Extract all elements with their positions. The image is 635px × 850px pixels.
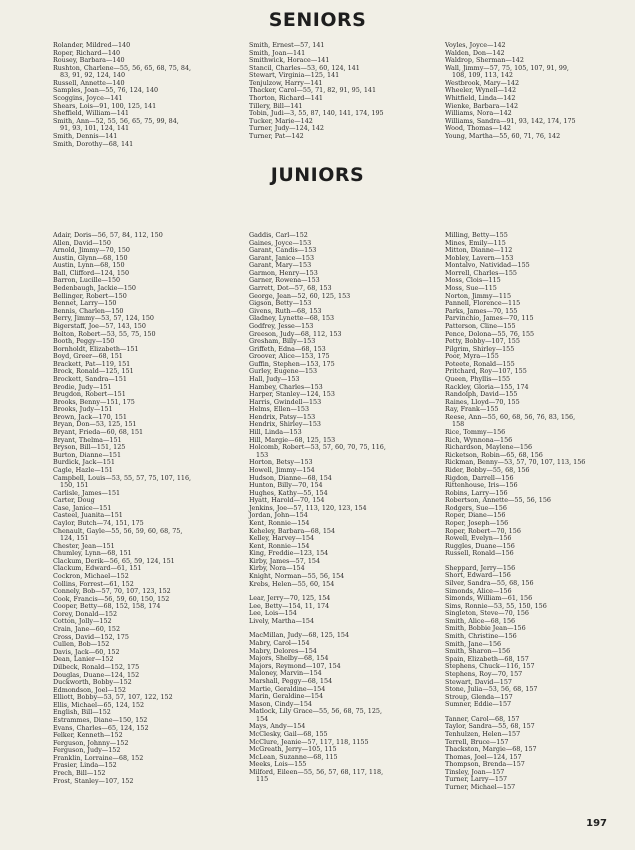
index-entry: Rushton, Charlene—55, 56, 65, 68, 75, 84,	[53, 63, 192, 72]
index-entry: Thompson, Brenda—157	[445, 760, 525, 769]
index-entry: Thorton, Richard—141	[249, 94, 323, 103]
index-entry: Hunton, Billy—70, 154	[249, 481, 323, 490]
index-entry: Walden, Don—142	[445, 48, 505, 57]
index-entry: Rice, Tommy—156	[445, 428, 506, 437]
index-entry: Bornholdt, Elizabeth—151	[53, 344, 139, 353]
index-entry: Roper, Joseph—156	[445, 518, 509, 527]
index-entry: Voyles, Joyce—142	[445, 41, 506, 49]
index-entry: Berry, Jimmy—53, 57, 124, 150	[53, 314, 154, 323]
index-entry: Ferguson, Johnny—152	[53, 738, 129, 747]
index-entry: Rich, Wynnona—156	[445, 435, 513, 444]
index-entry: Casteel, Juanita—151	[53, 511, 123, 520]
index-entry: Russell, Annette—140	[53, 78, 125, 87]
index-entry: Garrett, Dot—57, 68, 153	[249, 284, 332, 293]
index-entry: Ball, Clifford—124, 150	[53, 268, 130, 277]
index-entry: Hendrix, Shirley—153	[249, 420, 321, 429]
index-entry: McClure, Jeanie—57, 117, 118, 1155	[249, 737, 369, 746]
index-entry: Rowell, Evelyn—156	[445, 534, 512, 543]
index-entry: Taylor, Sandra—55, 68, 157	[445, 722, 535, 731]
juniors-column-2	[249, 232, 386, 784]
index-entry: Majors, Shelby—68, 154	[249, 654, 329, 663]
index-entry: Turner, Larry—157	[445, 775, 508, 784]
index-entry: Matlock, Lily Grace—55, 56, 68, 75, 125,	[249, 707, 383, 716]
index-entry: Harper, Stanley—124, 153	[249, 390, 335, 399]
index-entry: Kirby, Nora—154	[249, 564, 305, 573]
index-entry: Case, Janice—151	[53, 503, 112, 512]
index-entry: Brooks, Judy—151	[53, 405, 113, 414]
index-entry: Maloney, Marvin—154	[249, 669, 322, 678]
index-entry: Wall, Jimmy—57, 75, 105, 107, 91, 99,	[445, 63, 569, 72]
index-entry: Smithwick, Horace—141	[249, 56, 330, 65]
index-entry: Carlisle, James—151	[53, 488, 121, 497]
index-entry: Smith, Ann—52, 55, 56, 65, 75, 99, 84,	[53, 116, 179, 125]
index-entry: Short, Edward—156	[445, 571, 511, 580]
index-entry: Rittenhouse, Iris—156	[445, 481, 518, 490]
index-entry: Gaines, Joyce—153	[249, 238, 312, 247]
index-entry: Lee, Lois—154	[249, 609, 297, 618]
index-entry: Frech, Bill—152	[53, 769, 106, 778]
index-entry: Ruggles, Duane—156	[445, 541, 515, 550]
index-entry: 154	[256, 714, 269, 723]
index-entry: Turner, Judy—124, 142	[249, 124, 324, 133]
index-entry: 158	[452, 420, 465, 429]
index-entry: 83, 91, 92, 124, 140	[60, 71, 126, 80]
index-entry: Queen, Phyllis—155	[445, 374, 511, 383]
index-entry: Garant, Candis—153	[249, 246, 317, 255]
index-entry: Arnold, Jimmy—70, 150	[53, 246, 130, 255]
index-entry: Burdick, Jack—151	[53, 458, 115, 467]
index-entry: Poteete, Ronald—155	[445, 359, 515, 368]
index-entry: Hyatt, Harold—70, 154	[249, 496, 325, 505]
index-entry: Bennis, Charlen—150	[53, 306, 124, 315]
index-entry: 108, 109, 113, 142	[452, 71, 513, 80]
index-entry: Hill, Margie—68, 125, 153	[249, 435, 336, 444]
index-entry: Brackett, Pat—119, 151	[53, 359, 131, 368]
index-entry: Adair, Doris—56, 57, 84, 112, 150	[53, 231, 163, 239]
index-entry: Greeson, Judy—68, 112, 153	[249, 329, 342, 338]
index-entry: Austin, Lynn—68, 150	[53, 261, 125, 270]
index-entry: Russell, Ronald—156	[445, 549, 514, 558]
index-entry: Brockett, Sandra—151	[53, 374, 127, 383]
index-entry: Carter, Doug	[53, 496, 95, 505]
juniors-column-3	[445, 232, 585, 792]
index-entry: Garner, Rowena—153	[249, 276, 320, 285]
index-entry: Harris, Gwindell—153	[249, 397, 322, 406]
index-entry: Turner, Michael—157	[445, 783, 516, 792]
index-entry: Randolph, David—155	[445, 390, 518, 399]
index-entry: Bennet, Larry—150	[53, 299, 117, 308]
index-entry: Cullen, Bob—152	[53, 640, 110, 649]
index-entry: Helms, Ellen—153	[249, 405, 310, 414]
index-entry: Lear, Jerry—70, 125, 154	[249, 594, 331, 603]
index-entry: George, Jean—52, 60, 125, 153	[249, 291, 351, 300]
index-entry: Majors, Reymond—107, 154	[249, 661, 341, 670]
index-entry: Campbell, Louis—53, 55, 57, 75, 107, 116,	[53, 473, 192, 482]
index-entry: Rousey, Barbara—140	[53, 56, 125, 65]
index-entry: Edmondson, Joel—152	[53, 685, 126, 694]
index-entry: Hill, Linda—153	[249, 428, 302, 437]
index-entry: Turner, Pat—142	[249, 131, 304, 140]
index-entry: Bedenbaugh, Jackie—150	[53, 284, 136, 293]
index-entry: Howell, Jimmy—154	[249, 465, 315, 474]
index-entry: Whitfield, Linda—142	[445, 94, 516, 103]
index-entry: Thacker, Carol—55, 71, 82, 91, 95, 141	[249, 86, 377, 95]
index-entry: Young, Martha—55, 60, 71, 76, 142	[445, 131, 561, 140]
index-entry: Cotton, Jolly—152	[53, 617, 112, 626]
index-entry: Sumner, Eddie—157	[445, 700, 512, 709]
index-entry: Evans, Charles—65, 124, 152	[53, 723, 149, 732]
index-entry: Stewart, David—157	[445, 677, 512, 686]
index-entry: Clackum, Edward—61, 151	[53, 564, 142, 573]
index-entry: Jordan, John—154	[249, 511, 308, 520]
index-entry: Kent, Ronnie—154	[249, 541, 310, 550]
index-entry: Mason, Cindy—154	[249, 699, 312, 708]
index-entry: Tillery, Bill—141	[249, 101, 303, 110]
index-entry: Garant, Janice—153	[249, 253, 315, 262]
index-entry: Cagle, Hazle—151	[53, 465, 113, 474]
index-entry: Clackum, Derik—56, 65, 59, 124, 151	[53, 556, 175, 565]
index-entry: Mabry, Carol—154	[249, 639, 310, 648]
index-entry: Moss, Sue—115	[445, 284, 497, 293]
index-entry: Frasier, Linda—152	[53, 761, 117, 770]
index-entry: MacMillan, Judy—68, 125, 154	[249, 631, 350, 640]
index-entry: Holcomb, Robert—53, 57, 60, 70, 75, 116,	[249, 443, 386, 452]
index-entry: Silver, Sandra—55, 68, 156	[445, 579, 534, 588]
index-entry: Smith, Dorothy—68, 141	[53, 139, 134, 148]
index-entry: 115	[256, 775, 269, 784]
index-entry: Milling, Betty—155	[445, 231, 508, 239]
index-entry: Hambey, Charles—153	[249, 382, 323, 391]
index-entry: Thackston, Margie—68, 157	[445, 745, 537, 754]
index-entry: Brodie, Judy—151	[53, 382, 112, 391]
index-entry: Dilbeck, Ronald—152, 175	[53, 662, 140, 671]
index-entry: Austin, Glynn—68, 150	[53, 253, 128, 262]
index-entry: Wienke, Barbara—142	[445, 101, 519, 110]
juniors-column-1	[53, 232, 191, 785]
index-entry: Brown, Jack—170, 151	[53, 412, 127, 421]
index-entry: Bigerstaff, Joe—57, 143, 150	[53, 321, 146, 330]
index-entry: Stephens, Roy—70, 157	[445, 669, 523, 678]
index-entry: Estrammes, Diane—150, 152	[53, 716, 148, 724]
index-entry: Rider, Bobby—55, 68, 156	[445, 465, 530, 474]
index-entry: Guffin, Stephen—153, 175	[249, 359, 335, 368]
index-entry: Meeks, Lois—155	[249, 760, 307, 769]
index-entry: Robins, Larry—156	[445, 488, 508, 497]
index-entry: Moss, Clois—115	[445, 276, 501, 285]
index-entry: Tinsley, Joan—157	[445, 767, 505, 776]
index-entry: Williams, Sandra—91, 93, 142, 174, 175	[445, 116, 576, 125]
index-entry: Cockron, Michael—152	[53, 572, 129, 581]
index-entry: Elliott, Bobby—53, 57, 107, 122, 152	[53, 693, 173, 702]
index-entry: Smith, Alice—68, 156	[445, 616, 516, 625]
index-entry: Barron, Lucille—150	[53, 276, 121, 285]
index-entry: Rigdon, Darrell—156	[445, 473, 514, 482]
index-entry: Corey, Donald—152	[53, 609, 118, 618]
index-entry: Samples, Joan—55, 76, 124, 140	[53, 86, 159, 95]
index-entry: Felker, Kenneth—152	[53, 731, 123, 740]
index-entry: Stroup, Glenda—157	[445, 692, 513, 701]
index-entry: Bolton, Robert—53, 55, 75, 150	[53, 329, 156, 338]
index-entry: Caylor, Butch—74, 151, 175	[53, 518, 144, 527]
index-entry: Williams, Nora—142	[445, 109, 512, 118]
index-entry: Gurley, Eugene—153	[249, 367, 318, 376]
index-entry: Robertson, Annette—55, 56, 156	[445, 496, 551, 505]
index-entry: Reese, Ann—55, 60, 68, 56, 76, 83, 156,	[445, 412, 576, 421]
index-entry: Gigson, Betty—153	[249, 299, 312, 308]
index-entry: Collins, Forrest—61, 152	[53, 579, 134, 588]
index-entry: Rackley, Gloria—155, 174	[445, 382, 529, 391]
index-entry: Montalvo, Natividad—155	[445, 261, 530, 270]
index-entry: Smith, Sharon—156	[445, 647, 511, 656]
index-entry: Bellinger, Robert—150	[53, 291, 127, 300]
index-entry: Givens, Ruth—68, 153	[249, 306, 322, 315]
index-entry: Spain, Elizabeth—68, 157	[445, 654, 529, 663]
heading-seniors: SENIORS	[268, 9, 367, 31]
index-entry: Morrell, Charles—155	[445, 268, 517, 277]
index-entry: Krebs, Helen—55, 60, 154	[249, 579, 335, 588]
index-entry: Garant, Mary—153	[249, 261, 312, 270]
index-entry: Tanner, Carol—68, 157	[445, 714, 520, 723]
index-entry: Pilgrim, Shirley—155	[445, 344, 515, 353]
index-entry: King, Freddie—123, 154	[249, 549, 329, 558]
index-entry: Bryson, Bill—151, 125	[53, 443, 126, 452]
index-entry: Tucker, Marie—142	[249, 116, 313, 125]
index-entry: Marshall, Peggy—68, 154	[249, 676, 333, 685]
index-entry: Davis, Jack—60, 152	[53, 647, 120, 656]
index-entry: Godfrey, Jesse—153	[249, 321, 314, 330]
index-entry: Marin, Geraldine—154	[249, 692, 324, 701]
index-entry: Kent, Ronnie—154	[249, 518, 310, 527]
index-entry: Douglas, Duane—124, 152	[53, 670, 140, 679]
index-entry: Richardson, Maylene—156	[445, 443, 533, 452]
index-entry: Scoggins, Joyce—141	[53, 94, 123, 103]
index-entry: Martie, Geraldine—154	[249, 684, 326, 693]
index-entry: Raines, Lloyd—70, 155	[445, 397, 520, 406]
index-entry: Parks, James—70, 155	[445, 306, 518, 315]
index-entry: Roper, Robert—70, 156	[445, 526, 521, 535]
index-entry: Chenault, Gayle—55, 56, 59, 60, 68, 75,	[53, 526, 183, 535]
index-entry: 124, 151	[60, 534, 89, 543]
index-entry: Terrell, Bruce—157	[445, 737, 509, 746]
index-entry: Pence, Dolona—55, 76, 155	[445, 329, 535, 338]
index-entry: Simonds, William—61, 156	[445, 594, 533, 603]
index-entry: Shears, Lois—91, 100, 125, 141	[53, 101, 157, 110]
index-entry: Westbrook, Mary—142	[445, 78, 520, 87]
index-entry: Stancil, Charles—53, 60, 124, 141	[249, 63, 360, 72]
index-entry: Hughes, Kathy—55, 154	[249, 488, 328, 497]
index-entry: Mitton, Dianne—112	[445, 246, 513, 255]
index-entry: Gladney, Lynette—68, 153	[249, 314, 335, 323]
index-entry: Poor, Myra—155	[445, 352, 499, 361]
index-entry: Bryant, Frieda—60, 68, 151	[53, 428, 144, 437]
index-entry: Horton, Betsy—153	[249, 458, 313, 467]
index-entry: Ferguson, Judy—152	[53, 746, 121, 755]
index-entry: Ricketson, Robin—65, 68, 156	[445, 450, 543, 459]
index-entry: Groover, Alice—153, 175	[249, 352, 330, 361]
index-entry: 91, 93, 101, 124, 141	[60, 124, 130, 133]
index-entry: Simonds, Alice—156	[445, 586, 512, 595]
index-entry: Frost, Stanley—107, 152	[53, 776, 134, 785]
index-entry: Cooper, Betty—68, 152, 158, 174	[53, 602, 161, 611]
index-entry: Patterson, Cline—155	[445, 321, 516, 330]
index-entry: Sims, Ronnie—53, 55, 150, 156	[445, 601, 547, 610]
index-entry: Smith, Bobbie Jean—156	[445, 624, 526, 633]
index-entry: Bryant, Thelma—151	[53, 435, 122, 444]
index-entry: Tenjulzow, Harry—141	[249, 78, 323, 87]
index-entry: Franklin, Lorraine—68, 152	[53, 753, 144, 762]
index-entry: 153	[256, 450, 269, 459]
index-entry: Smith, Jane—156	[445, 639, 502, 648]
heading-juniors: JUNIORS	[270, 164, 365, 186]
index-entry: Bryan, Don—53, 125, 151	[53, 420, 137, 429]
index-entry: Burton, Dianne—151	[53, 450, 122, 459]
index-entry: Sheffield, William—141	[53, 109, 129, 118]
index-entry: Rickman, Benny—53, 57, 70, 107, 113, 156	[445, 458, 586, 467]
index-entry: Chumley, Lynn—68, 151	[53, 549, 132, 558]
index-entry: Smith, Christine—156	[445, 632, 517, 641]
index-entry: Chester, Jean—151	[53, 541, 115, 550]
index-entry: Waldrop, Sherman—142	[445, 56, 524, 65]
page-number: 197	[586, 818, 607, 829]
index-entry: McGreath, Jerry—105, 115	[249, 745, 337, 754]
index-entry: Hendrix, Patsy—153	[249, 412, 316, 421]
index-entry: Parvinchio, James—70, 115	[445, 314, 534, 323]
index-entry: Roper, Richard—140	[53, 48, 121, 57]
index-entry: Mabry, Delores—154	[249, 646, 317, 655]
index-entry: McClesky, Gail—68, 155	[249, 730, 328, 738]
index-entry: Gresham, Billy—153	[249, 337, 316, 346]
index-entry: Smith, Joan—141	[249, 48, 306, 57]
index-entry: Tenhulzen, Helen—157	[445, 730, 521, 738]
index-entry: Stephens, Chuck—116, 157	[445, 662, 535, 671]
index-entry: Mines, Emily—115	[445, 238, 506, 247]
index-entry: Thomas, Joel—124, 157	[445, 752, 522, 761]
index-entry: English, Bill—152	[53, 708, 111, 717]
index-entry: Pannell, Florence—115	[445, 299, 521, 308]
index-entry: Kelley, Harvey—154	[249, 534, 315, 543]
index-entry: Stone, Julia—53, 56, 68, 157	[445, 685, 538, 694]
index-entry: Smith, Dennis—141	[53, 131, 118, 140]
index-entry: 150, 151	[60, 481, 89, 490]
index-entry: Roper, Diane—156	[445, 511, 506, 520]
index-entry: Rodgers, Sue—156	[445, 503, 507, 512]
index-entry: Connely, Bob—57, 70, 107, 123, 152	[53, 587, 171, 596]
index-entry: McLean, Suzanne—68, 115	[249, 752, 338, 761]
seniors-column-1	[53, 42, 191, 148]
index-entry: Brooks, Benny—151, 175	[53, 397, 135, 406]
index-entry: Lee, Betty—154, 11, 174	[249, 601, 330, 610]
index-entry: Mobley, Lavern—153	[445, 253, 514, 262]
index-entry: Keheley, Barbara—68, 154	[249, 526, 336, 535]
index-entry: Gaddis, Carl—152	[249, 231, 308, 239]
seniors-column-3	[445, 42, 576, 141]
index-entry: Wheeler, Wynell—142	[445, 86, 517, 95]
index-entry: Milford, Eileen—55, 56, 57, 68, 117, 118,	[249, 767, 384, 776]
index-entry: Sheppard, Jerry—156	[445, 563, 516, 572]
index-entry: Boyd, Greer—68, 151	[53, 352, 123, 361]
index-entry: Lively, Martha—154	[249, 616, 315, 625]
index-entry: Smith, Ernest—57, 141	[249, 41, 325, 49]
index-entry: Hudson, Dianne—68, 154	[249, 473, 332, 482]
index-entry: Kirby, James—57, 154	[249, 556, 321, 565]
seniors-column-2	[249, 42, 384, 141]
index-entry: Norton, Jimmy—115	[445, 291, 512, 300]
index-entry: Singleton, Steve—70, 156	[445, 609, 529, 618]
index-entry: Brock, Ronald—125, 151	[53, 367, 134, 376]
index-entry: Brugdon, Robert—151	[53, 390, 126, 399]
index-entry: Ellis, Michael—65, 124, 152	[53, 700, 145, 709]
index-entry: Tobin, Judi—3, 55, 87, 140, 141, 174, 195	[249, 109, 384, 118]
index-entry: Jenkins, Joe—57, 113, 120, 123, 154	[249, 503, 367, 512]
index-entry: Garmon, Henry—153	[249, 268, 318, 277]
index-entry: Knight, Norman—55, 56, 154	[249, 572, 345, 581]
index-entry: Cross, David—152, 175	[53, 632, 129, 641]
index-entry: Wood, Thomas—142	[445, 124, 511, 133]
index-entry: Dean, Lanier—152	[53, 655, 114, 664]
index-entry: Stewart, Virginia—125, 141	[249, 71, 340, 80]
index-entry: Rolander, Mildred—140	[53, 41, 131, 49]
index-entry: Duckworth, Bobby—152	[53, 678, 132, 687]
index-entry: Cook, Francis—56, 59, 60, 150, 152	[53, 594, 170, 603]
index-entry: Crain, Jane—60, 152	[53, 625, 121, 634]
index-entry: Pritchard, Roy—107, 155	[445, 367, 527, 376]
index-entry: Ray, Frank—155	[445, 405, 499, 414]
index-entry: Griffeth, Edna—68, 153	[249, 344, 326, 353]
index-entry: Mays, Andy—154	[249, 722, 306, 731]
index-entry: Booth, Peggy—150	[53, 337, 115, 346]
index-entry: Petty, Bobby—107, 155	[445, 337, 520, 346]
index-entry: Allen, David—150	[53, 238, 111, 247]
index-entry: Hall, Judy—153	[249, 374, 300, 383]
